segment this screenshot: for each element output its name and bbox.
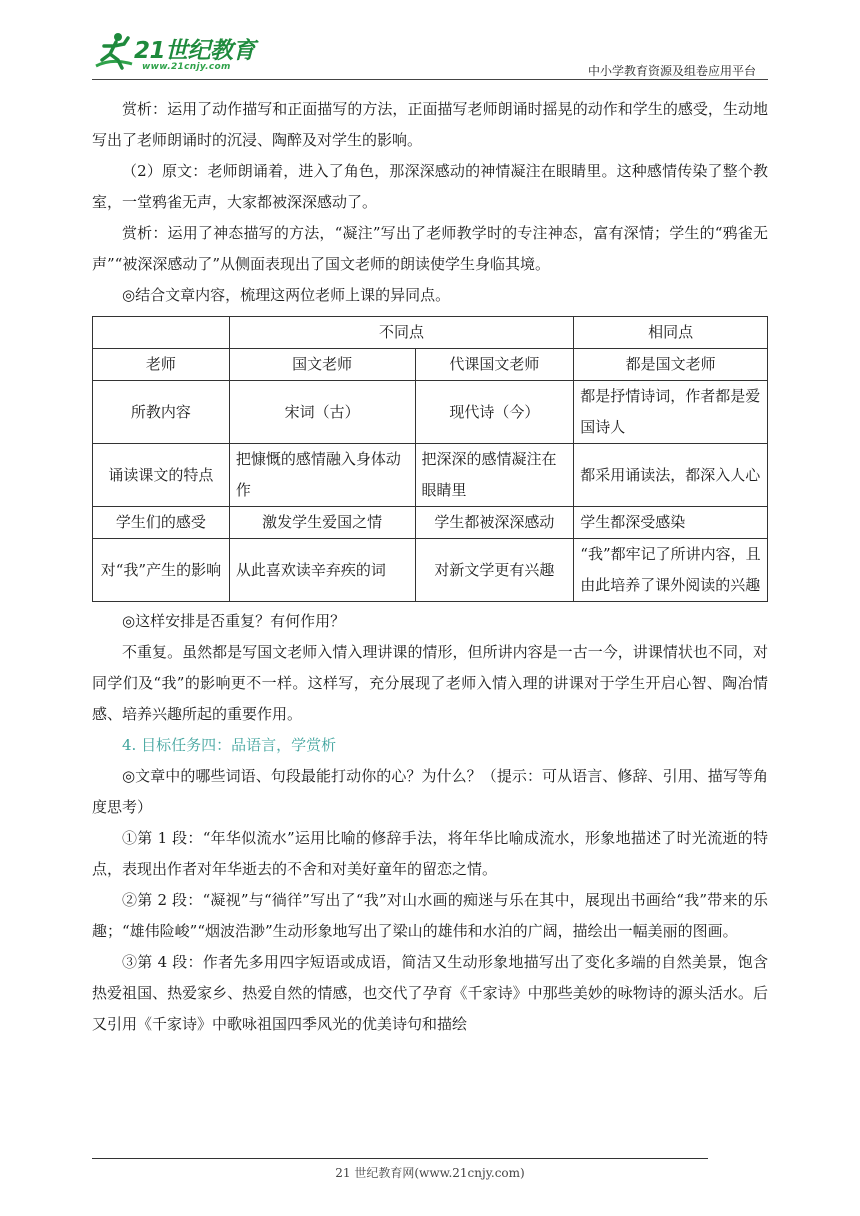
table-cell: 所教内容 <box>93 381 230 444</box>
paragraph: ②第 2 段：“凝视”与“徜徉”写出了“我”对山水画的痴迷与乐在其中，展现出书画给“我”带来的乐趣；“雄伟险峻”“烟波浩渺”生动形象地写出了梁山的雄伟和水泊的广阔，描绘出一幅美丽的图画。 <box>92 891 768 940</box>
paragraph: ③第 4 段：作者先多用四字短语或成语，简洁又生动形象地描写出了变化多端的自然美景，饱含热爱祖国、热爱家乡、热爱自然的情感，也交代了孕育《千家诗》中那些美妙的咏物诗的源头活水。后又引用《千家诗》中歌咏祖国四季风光的优美诗句和描绘 <box>92 953 768 1033</box>
table-cell: 对“我”产生的影响 <box>93 539 230 602</box>
paragraph: （2）原文：老师朗诵着，进入了角色，那深深感动的神情凝注在眼睛里。这种感情传染了整个教室，一堂鸦雀无声，大家都被深深感动了。 <box>92 162 768 211</box>
logo-text: 21世纪教育 <box>134 38 256 64</box>
table-cell: 学生都被深深感动 <box>415 507 574 539</box>
table-cell: 代课国文老师 <box>415 349 574 381</box>
paragraph: ①第 1 段：“年华似流水”运用比喻的修辞手法，将年华比喻成流水，形象地描述了时光流逝的特点，表现出作者对年华逝去的不舍和对美好童年的留恋之情。 <box>92 829 768 878</box>
table-cell: 都是国文老师 <box>574 349 768 381</box>
table-header-same: 相同点 <box>574 317 768 349</box>
table-row <box>93 381 768 444</box>
paragraph: 赏析：运用了神态描写的方法，“凝注”写出了老师教学时的专注神态，富有深情；学生的“鸦雀无声”“被深深感动了”从侧面表现出了国文老师的朗读使学生身临其境。 <box>92 224 768 273</box>
table-cell: 国文老师 <box>229 349 415 381</box>
table-cell: 把深深的感情凝注在眼睛里 <box>415 444 574 507</box>
platform-label: 中小学教育资源及组卷应用平台 <box>587 64 756 78</box>
paragraph: 赏析：运用了动作描写和正面描写的方法，正面描写老师朗诵时摇晃的动作和学生的感受，生动地写出了老师朗诵时的沉浸、陶醉及对学生的影响。 <box>92 100 768 149</box>
paragraph: ◎结合文章内容，梳理这两位老师上课的异同点。 <box>122 286 451 304</box>
table-cell: 激发学生爱国之情 <box>229 507 415 539</box>
page-header <box>0 0 860 84</box>
table-row <box>93 539 768 602</box>
brand-logo <box>92 30 262 78</box>
footer-divider <box>92 1158 708 1159</box>
table-row <box>93 444 768 507</box>
table-cell <box>93 317 230 349</box>
table-cell: 学生们的感受 <box>93 507 230 539</box>
paragraph: 不重复。虽然都是写国文老师入情入理讲课的情形，但所讲内容是一古一今，讲课情状也不同，对同学们及“我”的影响更不一样。这样写，充分展现了老师入情入理的讲课对于学生开启心智、陶冶情感、培养兴趣所起的重要作用。 <box>92 643 768 723</box>
paragraph: ◎文章中的哪些词语、句段最能打动你的心？为什么？（提示：可从语言、修辞、引用、描写等角度思考） <box>92 767 768 816</box>
table-cell: “我”都牢记了所讲内容，且由此培养了课外阅读的兴趣 <box>574 539 768 602</box>
table-header-row <box>93 317 768 349</box>
table-cell: 都是抒情诗词，作者都是爱国诗人 <box>574 381 768 444</box>
table-cell: 对新文学更有兴趣 <box>415 539 574 602</box>
table-cell: 老师 <box>93 349 230 381</box>
table-cell: 学生都深受感染 <box>574 507 768 539</box>
section-heading: 4. 目标任务四：品语言，学赏析 <box>122 736 337 754</box>
table-cell: 从此喜欢读辛弃疾的词 <box>229 539 415 602</box>
table-cell: 现代诗（今） <box>415 381 574 444</box>
page-footer: 21 世纪教育网(www.21cnjy.com) <box>335 1166 525 1180</box>
table-row <box>93 507 768 539</box>
table-cell: 宋词（古） <box>229 381 415 444</box>
running-figure-icon <box>92 30 138 76</box>
paragraph: ◎这样安排是否重复？有何作用？ <box>122 612 346 630</box>
table-cell: 把慷慨的感情融入身体动作 <box>229 444 415 507</box>
table-cell: 都采用诵读法，都深入人心 <box>574 444 768 507</box>
table-header-diff: 不同点 <box>229 317 573 349</box>
header-divider <box>92 79 768 80</box>
table-cell: 诵读课文的特点 <box>93 444 230 507</box>
logo-url: www.21cnjy.com <box>142 62 231 72</box>
document-body <box>92 94 768 1040</box>
comparison-table <box>92 316 768 602</box>
table-row <box>93 349 768 381</box>
